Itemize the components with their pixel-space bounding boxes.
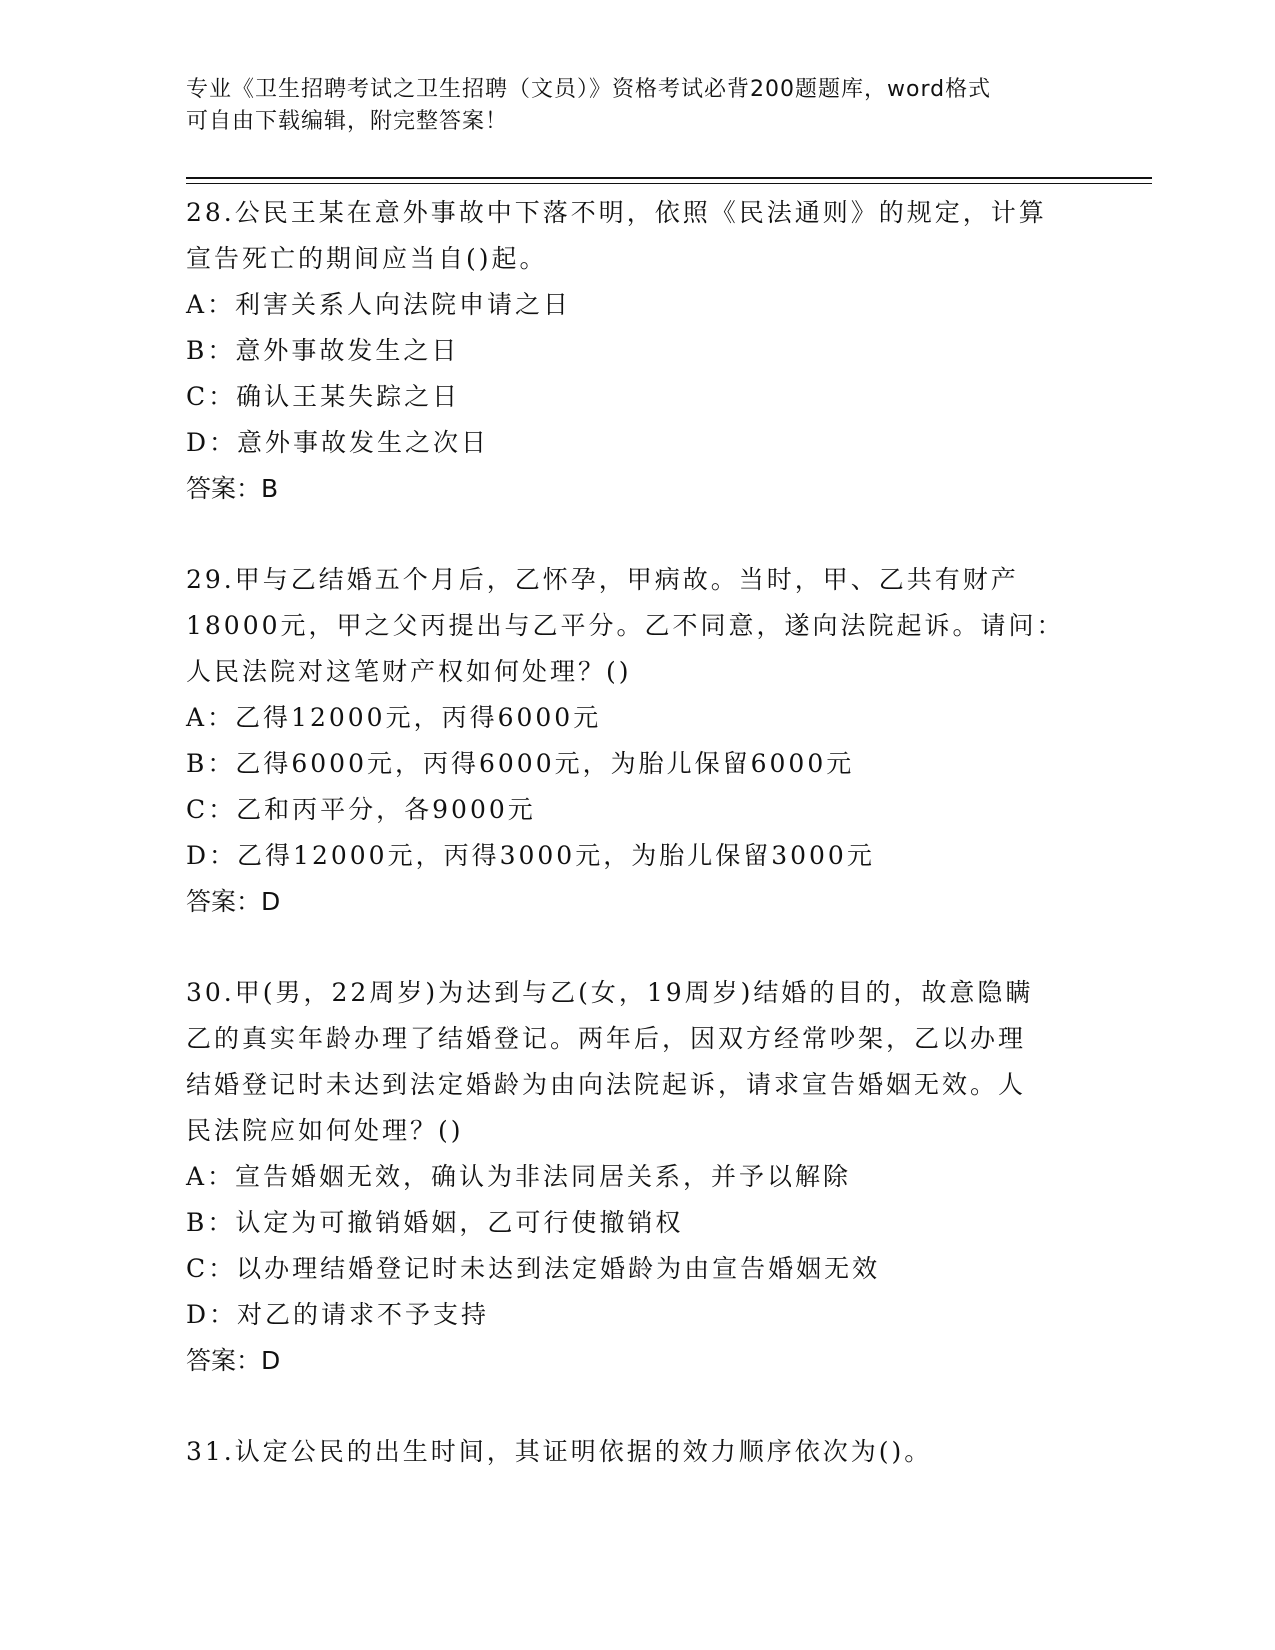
question-29-line-1: 29.甲与乙结婚五个月后，乙怀孕，甲病故。当时，甲、乙共有财产: [186, 565, 1019, 594]
question-29-option-a: A：乙得12000元，丙得6000元: [186, 703, 602, 732]
question-28-option-b: B：意外事故发生之日: [186, 336, 460, 365]
question-29-option-c: C：乙和丙平分，各9000元: [186, 795, 536, 824]
question-29-option-b: B：乙得6000元，丙得6000元，为胎儿保留6000元: [186, 749, 855, 778]
question-30-line-2: 乙的真实年龄办理了结婚登记。两年后，因双方经常吵架，乙以办理: [186, 1024, 1027, 1053]
question-28-line-2: 宣告死亡的期间应当自()起。: [186, 244, 548, 273]
question-29-line-3: 人民法院对这笔财产权如何处理？(): [186, 657, 632, 686]
question-31: [186, 1429, 1086, 1475]
question-30-answer: 答案：D: [186, 1346, 281, 1375]
question-29-line-2: 18000元，甲之父丙提出与乙平分。乙不同意，遂向法院起诉。请问：: [186, 611, 1065, 640]
header-line-1: 专业《卫生招聘考试之卫生招聘（文员）》资格考试必背200题题库，word格式: [186, 77, 992, 102]
question-30-line-4: 民法院应如何处理？(): [186, 1116, 464, 1145]
document-header: [186, 74, 1066, 138]
question-28-option-a: A：利害关系人向法院申请之日: [186, 290, 572, 319]
question-31-line-1: 31.认定公民的出生时间，其证明依据的效力顺序依次为()。: [186, 1437, 933, 1466]
question-28-answer: 答案：B: [186, 474, 279, 503]
question-29-option-d: D：乙得12000元，丙得3000元，为胎儿保留3000元: [186, 841, 875, 870]
question-list: [186, 190, 1086, 1520]
question-29: [186, 557, 1086, 925]
question-30-option-a: A：宣告婚姻无效，确认为非法同居关系，并予以解除: [186, 1162, 852, 1191]
question-30-option-c: C：以办理结婚登记时未达到法定婚龄为由宣告婚姻无效: [186, 1254, 881, 1283]
question-30-option-d: D：对乙的请求不予支持: [186, 1300, 490, 1329]
question-28: [186, 190, 1086, 512]
question-30-line-3: 结婚登记时未达到法定婚龄为由向法院起诉，请求宣告婚姻无效。人: [186, 1070, 1027, 1099]
question-29-answer: 答案：D: [186, 887, 281, 916]
question-28-option-d: D：意外事故发生之次日: [186, 428, 490, 457]
question-30-line-1: 30.甲(男，22周岁)为达到与乙(女，19周岁)结婚的目的，故意隐瞒: [186, 978, 1034, 1007]
question-28-line-1: 28.公民王某在意外事故中下落不明，依照《民法通则》的规定，计算: [186, 198, 1047, 227]
header-divider-thick: [186, 177, 1152, 179]
header-divider-thin: [186, 183, 1152, 184]
question-30-option-b: B：认定为可撤销婚姻，乙可行使撤销权: [186, 1208, 684, 1237]
question-30: [186, 970, 1086, 1384]
header-line-2: 可自由下载编辑，附完整答案！: [186, 109, 509, 134]
question-28-option-c: C：确认王某失踪之日: [186, 382, 461, 411]
